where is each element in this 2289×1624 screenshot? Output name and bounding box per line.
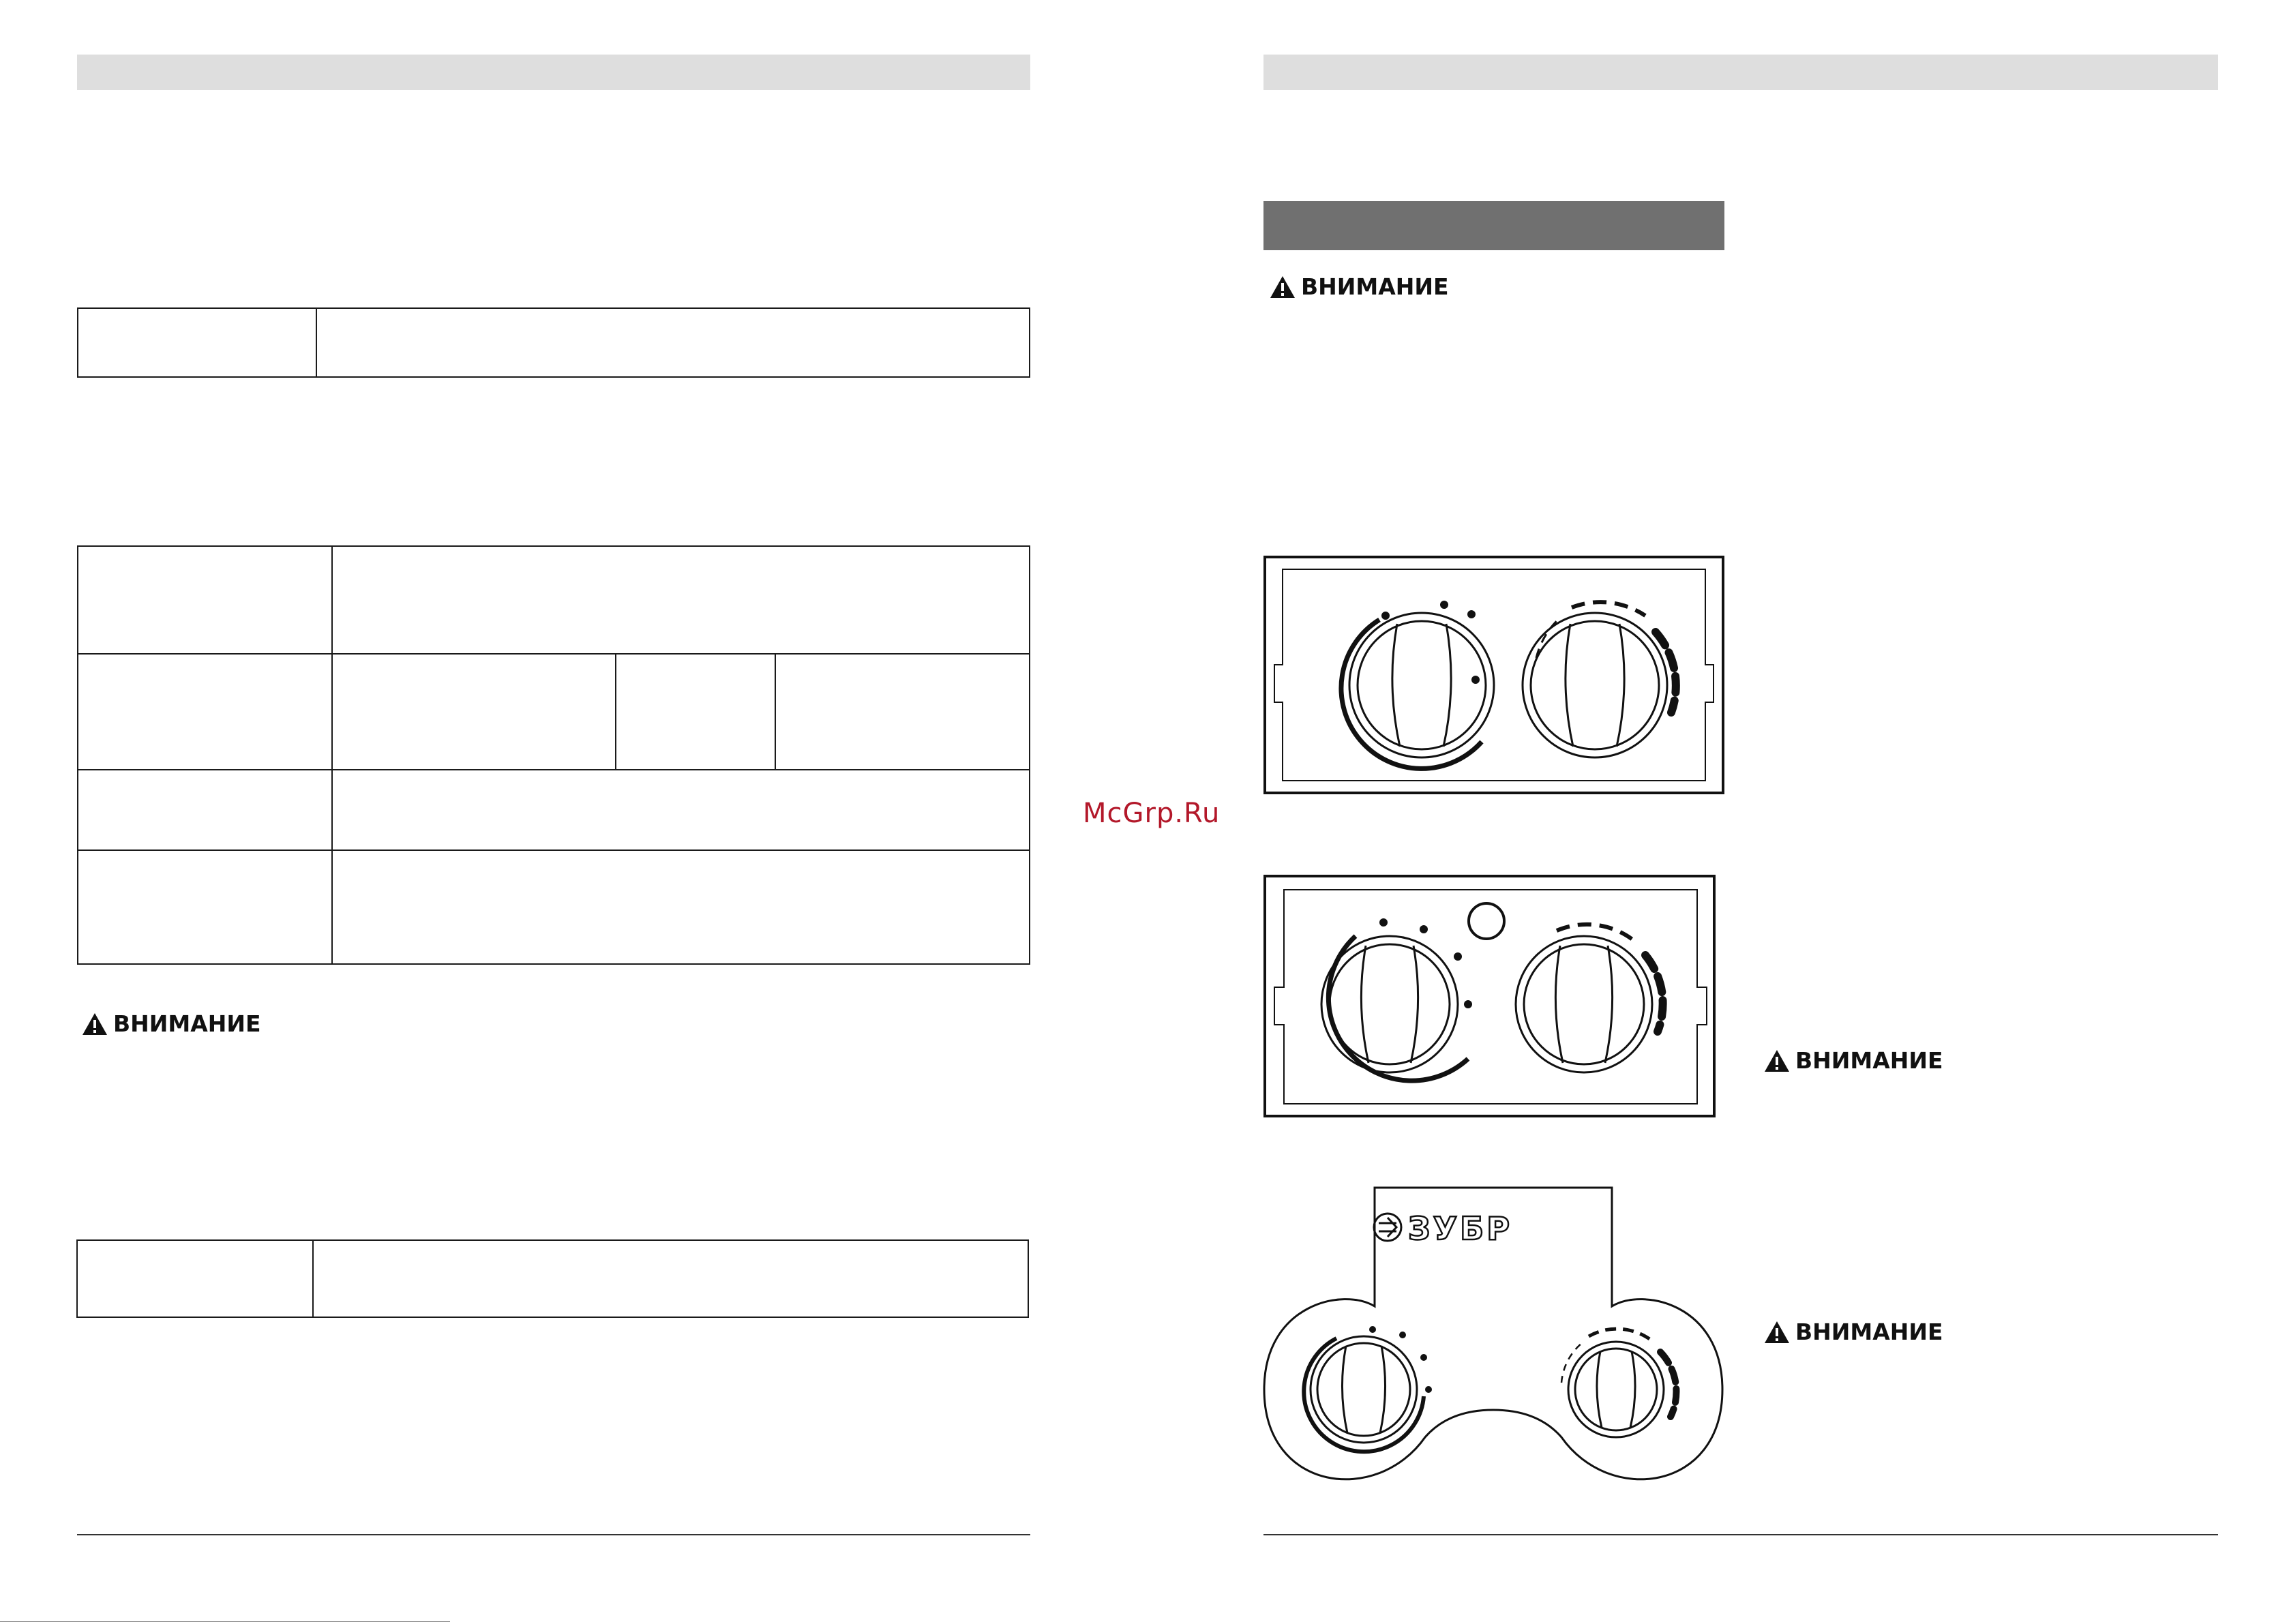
table-divider [775, 653, 776, 769]
table-divider [312, 1241, 314, 1317]
logo-text: ЗУБР [1408, 1210, 1512, 1247]
warning-label: ВНИМАНИЕ [1301, 273, 1449, 300]
warning-notice-right-1 [1270, 273, 1449, 300]
left-page-header-bar [77, 55, 1030, 90]
watermark: McGrp.Ru [1083, 798, 1221, 829]
left-page-footer-line [77, 1534, 1030, 1535]
control-panel-figure-1 [1263, 556, 1724, 794]
table-divider [331, 547, 333, 963]
warning-label: ВНИМАНИЕ [1795, 1319, 1943, 1345]
warning-triangle-icon [1764, 1321, 1790, 1344]
table-row-divider [78, 769, 1029, 770]
warning-label: ВНИМАНИЕ [113, 1010, 261, 1037]
section-heading-bar [1263, 201, 1724, 250]
right-page-footer-line [1263, 1534, 2218, 1535]
warning-label: ВНИМАНИЕ [1795, 1047, 1943, 1074]
spec-table-3 [76, 1239, 1029, 1318]
table-row-divider [78, 653, 1029, 655]
warning-triangle-icon [82, 1012, 108, 1036]
warning-notice-right-2 [1764, 1047, 1943, 1074]
warning-triangle-icon [1764, 1049, 1790, 1072]
warning-notice-right-3 [1764, 1319, 1943, 1345]
table-divider [615, 653, 616, 769]
table-divider [316, 309, 317, 376]
right-page-header-bar [1263, 55, 2218, 90]
control-panel-figure-3 [1261, 1185, 1725, 1499]
spec-table-1 [77, 307, 1030, 378]
warning-notice-left [82, 1010, 261, 1037]
spec-table-2 [77, 545, 1030, 965]
warning-triangle-icon [1270, 275, 1296, 299]
table-row-divider [78, 849, 1029, 851]
page-bottom-rule [0, 1621, 450, 1622]
control-panel-figure-2 [1263, 875, 1716, 1117]
